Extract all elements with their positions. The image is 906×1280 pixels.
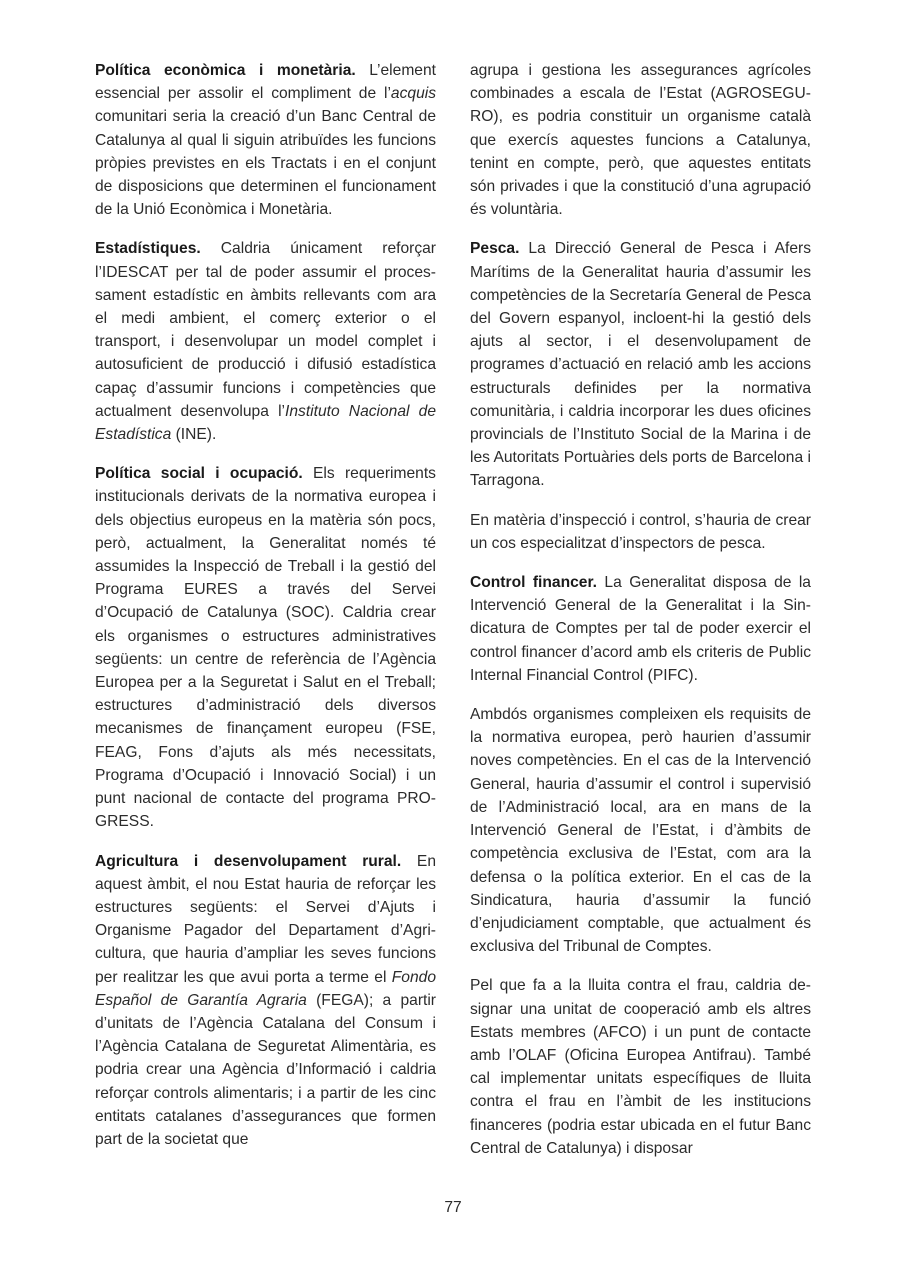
paragraph-text: (FEGA); a partir d’unitats de l’Agència Catalana del Consum i l’Agència Catalana de Seguretat Alimentària, es podria crear una Agència d’Informació i caldria reforçar controls alimentaris; i a partir de les cinc entitats catalanes d’assegurances que formen part de la societat que (95, 991, 436, 1148)
paragraph-heading: Control financer. (470, 574, 597, 592)
paragraph-text: Ambdós organismes compleixen els requisits de la normativa europea, però haurien d’assumir noves competències. En el cas de la Intervenció General, hauria d’assumir el control i supervisió de l’Administració local, ara en mans de la Intervenció General de l’Estat, i d’àmbits de competència exclusiva de l’Estat, com ara la defensa o la política exterior. En el cas de la Sindicatura, hauria d’assumir la funció d’enjudiciament comptable, que actualment és exclusiva del Tribunal de Comptes. (470, 706, 811, 956)
paragraph-text: En matèria d’inspecció i control, s’hauria de crear un cos especialitzat d’inspectors de pesca. (470, 511, 811, 552)
paragraph-politica-social (95, 462, 436, 833)
paragraph-heading: Pesca. (470, 240, 520, 258)
paragraph-text: L’element essencial per assolir el compliment de l’ (95, 62, 436, 103)
paragraph-inspeccio (470, 509, 811, 555)
left-column (95, 59, 436, 1167)
paragraph-heading: Estadístiques. (95, 240, 201, 258)
paragraph-text: Caldria únicament reforçar l’IDESCAT per tal de poder assumir el processament estadístic en àmbits rellevants com ara el medi ambient, el comerç exterior o el transport, i desenvolupar un model complet i autosuficient de producció i difusió estadística capaç d’assumir funcions i competències que actualment desenvolupa l’ (95, 240, 436, 420)
paragraph-heading: Agricultura i desenvolupament rural. (95, 852, 402, 870)
paragraph-ambdos-organismes (470, 703, 811, 958)
paragraph-text: La Generalitat disposa de la Intervenció General de la Generalitat i la Sindicatura de Comptes per tal de poder exercir el control financer d’acord amb els criteris de Public Internal Financial Control (PIFC). (470, 574, 811, 684)
paragraph-estadistiques (95, 237, 436, 446)
paragraph-agricultura-continued (470, 59, 811, 221)
paragraph-text: La Direcció General de Pesca i Afers Marítims de la Generalitat hauria d’assumir les competències de la Secretaría General de Pesca del Govern espanyol, incloent-hi la gestió dels ajuts al sector, i el desenvolupament de programes d’actuació en relació amb les accions estructurals definides per la normativa comunitària, i caldria incorporar les dues oficines provincials de l’Instituto Social de la Marina i de les Autoritats Portuàries dels ports de Barcelona i Tarragona. (470, 240, 811, 490)
paragraph-heading: Política econòmica i monetària. (95, 62, 356, 79)
paragraph-control-financer (470, 571, 811, 687)
paragraph-agricultura (95, 850, 436, 1152)
paragraph-pesca (470, 237, 811, 492)
italic-term: Fondo Español de Garantía Agraria (95, 968, 436, 1009)
paragraph-text: Pel que fa a la lluita contra el frau, caldria designar una unitat de cooperació amb els altres Estats membres (AFCO) i un punt de contacte amb l’OLAF (Oficina Europea Antifrau). També cal implementar unitats específiques de lluita contra el frau en l’àmbit de les institucions financeres (podria estar ubicada en el futur Banc Central de Catalunya) i disposar (470, 977, 811, 1157)
italic-term: acquis (390, 85, 436, 103)
italic-term: Instituto Nacional de Estadística (95, 402, 437, 444)
paragraph-text: agrupa i gestiona les assegurances agrícoles combinades a escala de l’Estat (AGROSEGURO), es podria constituir un organisme català que exercís aquestes funcions a Catalunya, tenint en compte, però, que aquestes entitats són privades i que la constitució d’una agrupació és voluntària. (470, 62, 811, 219)
paragraph-text: (INE). (171, 426, 217, 444)
paragraph-text: En aquest àmbit, el nou Estat hauria de reforçar les estructures següents: el Servei d’Ajuts i Organisme Pagador del Departament d’Agricultura, que hauria d’ampliar les seves funcions per realitzar les que avui porta a terme el (95, 852, 436, 986)
paragraph-politica-economica (95, 59, 436, 221)
paragraph-text: comunitari seria la creació d’un Banc Central de Catalunya al qual li siguin atribuïdes les funcions pròpies previstes en els Tractats i en el conjunt de disposicions que determinen el funcionament de la Unió Econòmica i Monetària. (95, 108, 436, 219)
right-column (470, 59, 811, 1176)
paragraph-heading: Política social i ocupació. (95, 465, 303, 483)
page-number: 77 (444, 1199, 462, 1216)
paragraph-text: Els requeriments institucionals derivats de la normativa europea i dels objectius europeus en la matèria són pocs, però, actualment, la Generalitat només té assumides la Inspecció de Treball i la gestió del Programa EURES a través del Servei d’Ocupació de Catalunya (SOC). Caldria crear els organismes o estructures administratives següents: un centre de referència de l’Agència Europea per a la Seguretat i Salut en el Treball; estructures d’administració dels diversos mecanismes de finançament europeu (FSE, FEAG, Fons d’ajuts als més necessitats, Programa d’Ocupació i Innovació Social) i un punt nacional de contacte del programa PROGRESS. (95, 465, 436, 831)
paragraph-lluita-frau (470, 974, 811, 1160)
